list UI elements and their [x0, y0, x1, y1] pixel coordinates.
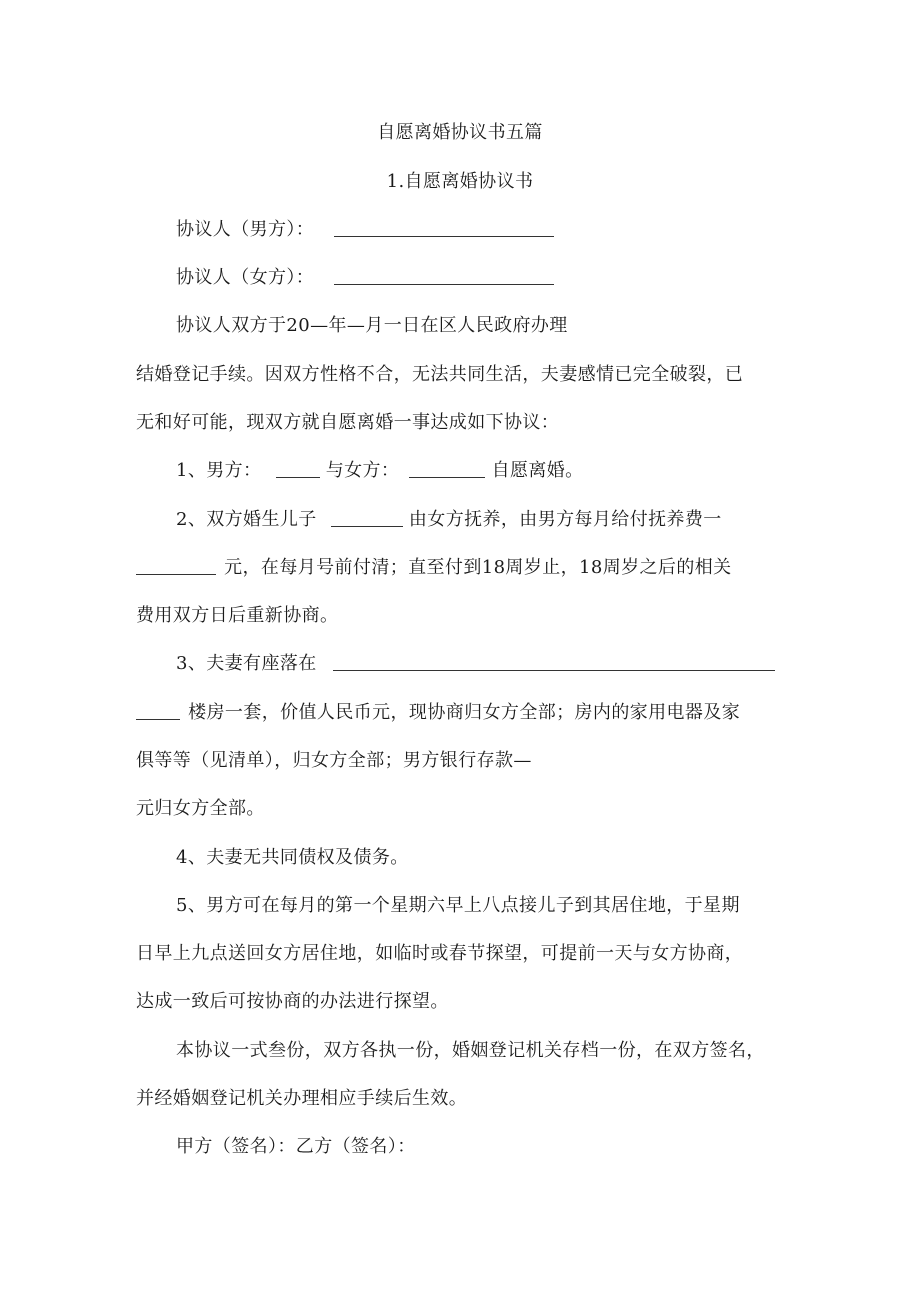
- item-5-line-1: 5、男方可在每月的第一个星期六早上八点接儿子到其居住地，于星期: [176, 895, 740, 916]
- party-male-label: 协议人（男方）：: [176, 219, 315, 240]
- intro-line-1: 协议人双方于20—年—月一日在区人民政府办理: [176, 315, 568, 336]
- item-2-line-3: 费用双方日后重新协商。: [136, 605, 339, 626]
- item-1-female-blank: [409, 459, 485, 478]
- party-female-label: 协议人（女方）：: [176, 267, 315, 288]
- item-3-line-1: [176, 652, 775, 676]
- item-2-text-b: 由女方抚养，由男方每月给付抚养费一: [408, 509, 722, 530]
- item-1-male-blank: [276, 459, 320, 478]
- item-1-female-label: 与女方：: [325, 460, 400, 481]
- item-2-son-blank: [331, 508, 403, 527]
- item-1-male-label: 1、男方：: [176, 460, 262, 481]
- item-2-line-1: [176, 508, 722, 532]
- intro-line-3: 无和好可能，现双方就自愿离婚一事达成如下协议：: [136, 412, 560, 433]
- signature-line: 甲方（签名）：乙方（签名）：: [176, 1136, 416, 1157]
- item-3-line-3: 俱等等（见清单），归女方全部；男方银行存款—: [136, 750, 532, 771]
- item-4-line: 4、夫妻无共同债权及债务。: [176, 847, 409, 868]
- closing-line-2: 并经婚姻登记机关办理相应手续后生效。: [136, 1088, 468, 1109]
- document-title: 自愿离婚协议书五篇: [377, 122, 543, 143]
- item-2-line-2: [136, 556, 732, 580]
- closing-line-1: 本协议一式叁份，双方各执一份，婚姻登记机关存档一份，在双方签名，: [176, 1040, 765, 1061]
- party-female-line: [176, 266, 554, 290]
- item-3-line-2: [136, 701, 740, 725]
- item-1-line: [176, 459, 584, 483]
- section-heading: 1.自愿离婚协议书: [386, 171, 534, 192]
- party-male-blank: [334, 218, 554, 237]
- item-5-line-3: 达成一致后可按协商的办法进行探望。: [136, 991, 449, 1012]
- item-3-location-blank: [333, 652, 775, 671]
- item-3-text-b: 楼房一套，价值人民币元，现协商归女方全部；房内的家用电器及家: [188, 702, 741, 723]
- item-2-text-c: 元，在每月号前付清；直至付到18周岁止，18周岁之后的相关: [224, 557, 732, 578]
- item-3-line-4: 元归女方全部。: [136, 798, 265, 819]
- item-3-building-blank: [136, 701, 180, 720]
- party-male-line: [176, 218, 554, 242]
- item-2-text-a: 2、双方婚生儿子: [176, 509, 317, 530]
- item-1-end: 自愿离婚。: [491, 460, 584, 481]
- item-3-text-a: 3、夫妻有座落在: [176, 653, 317, 674]
- item-2-amount-blank: [136, 556, 216, 575]
- item-5-line-2: 日早上九点送回女方居住地，如临时或春节探望，可提前一天与女方协商，: [136, 943, 744, 964]
- intro-line-2: 结婚登记手续。因双方性格不合，无法共同生活，夫妻感情已完全破裂，已: [136, 364, 744, 385]
- party-female-blank: [334, 266, 554, 285]
